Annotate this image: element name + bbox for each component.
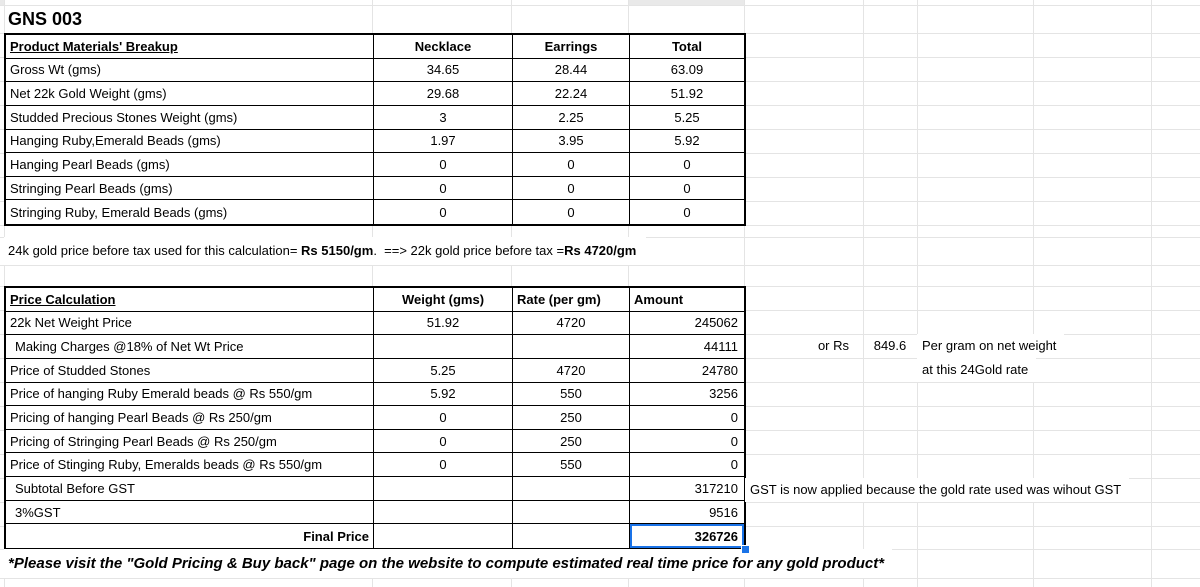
stringing-pearl-price-label[interactable]: Pricing of Stringing Pearl Beads @ Rs 250/gm [6,430,374,454]
materials-header-necklace[interactable]: Necklace [374,35,513,59]
hanging-ruby-price-amount[interactable]: 3256 [630,383,744,407]
hanging-pearl-label[interactable]: Hanging Pearl Beads (gms) [6,153,374,177]
hanging-ruby-price-weight[interactable]: 5.92 [374,383,513,407]
hanging-pearl-price-rate[interactable]: 250 [513,406,630,430]
stringing-pearl-earrings[interactable]: 0 [513,177,630,201]
gst-label[interactable]: 3%GST [6,501,374,525]
subtotal-amount[interactable]: 317210 [630,477,744,501]
materials-table [4,33,746,226]
making-charge-per-gram-cell[interactable]: 849.6 [873,338,907,353]
stringing-ruby-earrings[interactable]: 0 [513,200,630,224]
hanging-ruby-earrings[interactable]: 3.95 [513,130,630,154]
studded-stones-label[interactable]: Studded Precious Stones Weight (gms) [6,106,374,130]
stinging-ruby-price-rate[interactable]: 550 [513,453,630,477]
net-weight-price-amount[interactable]: 245062 [630,312,744,336]
hanging-ruby-total[interactable]: 5.92 [630,130,744,154]
gst-note-cell[interactable]: GST is now applied because the gold rate used was wihout GST [745,478,1129,502]
price-header-rate[interactable]: Rate (per gm) [513,288,630,312]
subtotal-label[interactable]: Subtotal Before GST [6,477,374,501]
stringing-pearl-label[interactable]: Stringing Pearl Beads (gms) [6,177,374,201]
stringing-ruby-necklace[interactable]: 0 [374,200,513,224]
stinging-ruby-price-amount[interactable]: 0 [630,453,744,477]
studded-stones-price-amount[interactable]: 24780 [630,359,744,383]
gross-wt-total[interactable]: 63.09 [630,59,744,83]
stringing-pearl-necklace[interactable]: 0 [374,177,513,201]
per-gram-note-cell[interactable]: Per gram on net weight [917,334,1064,358]
subtotal-rate[interactable] [513,477,630,501]
net-weight-price-label[interactable]: 22k Net Weight Price [6,312,374,336]
hanging-pearl-price-weight[interactable]: 0 [374,406,513,430]
stringing-pearl-price-rate[interactable]: 250 [513,430,630,454]
final-price-label[interactable]: Final Price [6,524,374,548]
hanging-ruby-price-rate[interactable]: 550 [513,383,630,407]
stringing-pearl-total[interactable]: 0 [630,177,744,201]
materials-header-total[interactable]: Total [630,35,744,59]
gridline-horizontal [0,265,1200,266]
studded-stones-price-weight[interactable]: 5.25 [374,359,513,383]
stringing-pearl-price-weight[interactable]: 0 [374,430,513,454]
subtotal-weight[interactable] [374,477,513,501]
net-weight-price-rate[interactable]: 4720 [513,312,630,336]
hanging-pearl-price-label[interactable]: Pricing of hanging Pearl Beads @ Rs 250/gm [6,406,374,430]
hanging-pearl-necklace[interactable]: 0 [374,153,513,177]
hanging-ruby-price-label[interactable]: Price of hanging Ruby Emerald beads @ Rs 550/gm [6,383,374,407]
studded-stones-price-rate[interactable]: 4720 [513,359,630,383]
net-gold-label[interactable]: Net 22k Gold Weight (gms) [6,82,374,106]
stinging-ruby-price-weight[interactable]: 0 [374,453,513,477]
making-charges-amount[interactable]: 44111 [630,335,744,359]
making-charges-weight[interactable] [374,335,513,359]
final-price-weight[interactable] [374,524,513,548]
gst-amount[interactable]: 9516 [630,501,744,525]
or-rs-cell[interactable]: or Rs [817,338,849,353]
gross-wt-earrings[interactable]: 28.44 [513,59,630,83]
final-price-amount-selected-cell[interactable]: 326726 [630,524,744,548]
price-header-weight[interactable]: Weight (gms) [374,288,513,312]
gridline-horizontal [0,578,1200,579]
studded-stones-total[interactable]: 5.25 [630,106,744,130]
hanging-pearl-total[interactable]: 0 [630,153,744,177]
studded-stones-earrings[interactable]: 2.25 [513,106,630,130]
gridline-horizontal [0,5,1200,6]
gold-price-note: 24k gold price before tax used for this calculation= Rs 5150/gm. ==> 22k gold price before tax =Rs 4720/gm [4,237,646,265]
gross-wt-necklace[interactable]: 34.65 [374,59,513,83]
hanging-ruby-label[interactable]: Hanging Ruby,Emerald Beads (gms) [6,130,374,154]
price-header-amount[interactable]: Amount [630,288,744,312]
gst-rate[interactable] [513,501,630,525]
gross-wt-label[interactable]: Gross Wt (gms) [6,59,374,83]
making-charges-rate[interactable] [513,335,630,359]
price-header-label[interactable]: Price Calculation [6,288,374,312]
gst-weight[interactable] [374,501,513,525]
studded-stones-necklace[interactable]: 3 [374,106,513,130]
selection-fill-handle[interactable] [741,545,750,554]
making-charges-label[interactable]: Making Charges @18% of Net Wt Price [6,335,374,359]
materials-header-label[interactable]: Product Materials' Breakup [6,35,374,59]
stringing-pearl-price-amount[interactable]: 0 [630,430,744,454]
net-gold-earrings[interactable]: 22.24 [513,82,630,106]
final-price-rate[interactable] [513,524,630,548]
materials-header-earrings[interactable]: Earrings [513,35,630,59]
footer-note: *Please visit the "Gold Pricing & Buy back" page on the website to compute estimated real time price for any gold product* [4,549,892,578]
footer-note-cell[interactable] [4,549,892,578]
hanging-pearl-earrings[interactable]: 0 [513,153,630,177]
stringing-ruby-label[interactable]: Stringing Ruby, Emerald Beads (gms) [6,200,374,224]
gold-price-note-cell[interactable] [4,237,646,265]
gold-rate-note-cell[interactable]: at this 24Gold rate [917,358,1036,382]
hanging-ruby-necklace[interactable]: 1.97 [374,130,513,154]
net-gold-total[interactable]: 51.92 [630,82,744,106]
stinging-ruby-price-label[interactable]: Price of Stinging Ruby, Emeralds beads @ Rs 550/gm [6,453,374,477]
studded-stones-price-label[interactable]: Price of Studded Stones [6,359,374,383]
stringing-ruby-total[interactable]: 0 [683,204,691,220]
title-cell[interactable] [4,5,82,33]
gridline-vertical [1151,0,1152,587]
price-table [4,286,746,550]
net-weight-price-weight[interactable]: 51.92 [374,312,513,336]
net-gold-necklace[interactable]: 29.68 [374,82,513,106]
page-title: GNS 003 [8,9,83,29]
hanging-pearl-price-amount[interactable]: 0 [630,406,744,430]
